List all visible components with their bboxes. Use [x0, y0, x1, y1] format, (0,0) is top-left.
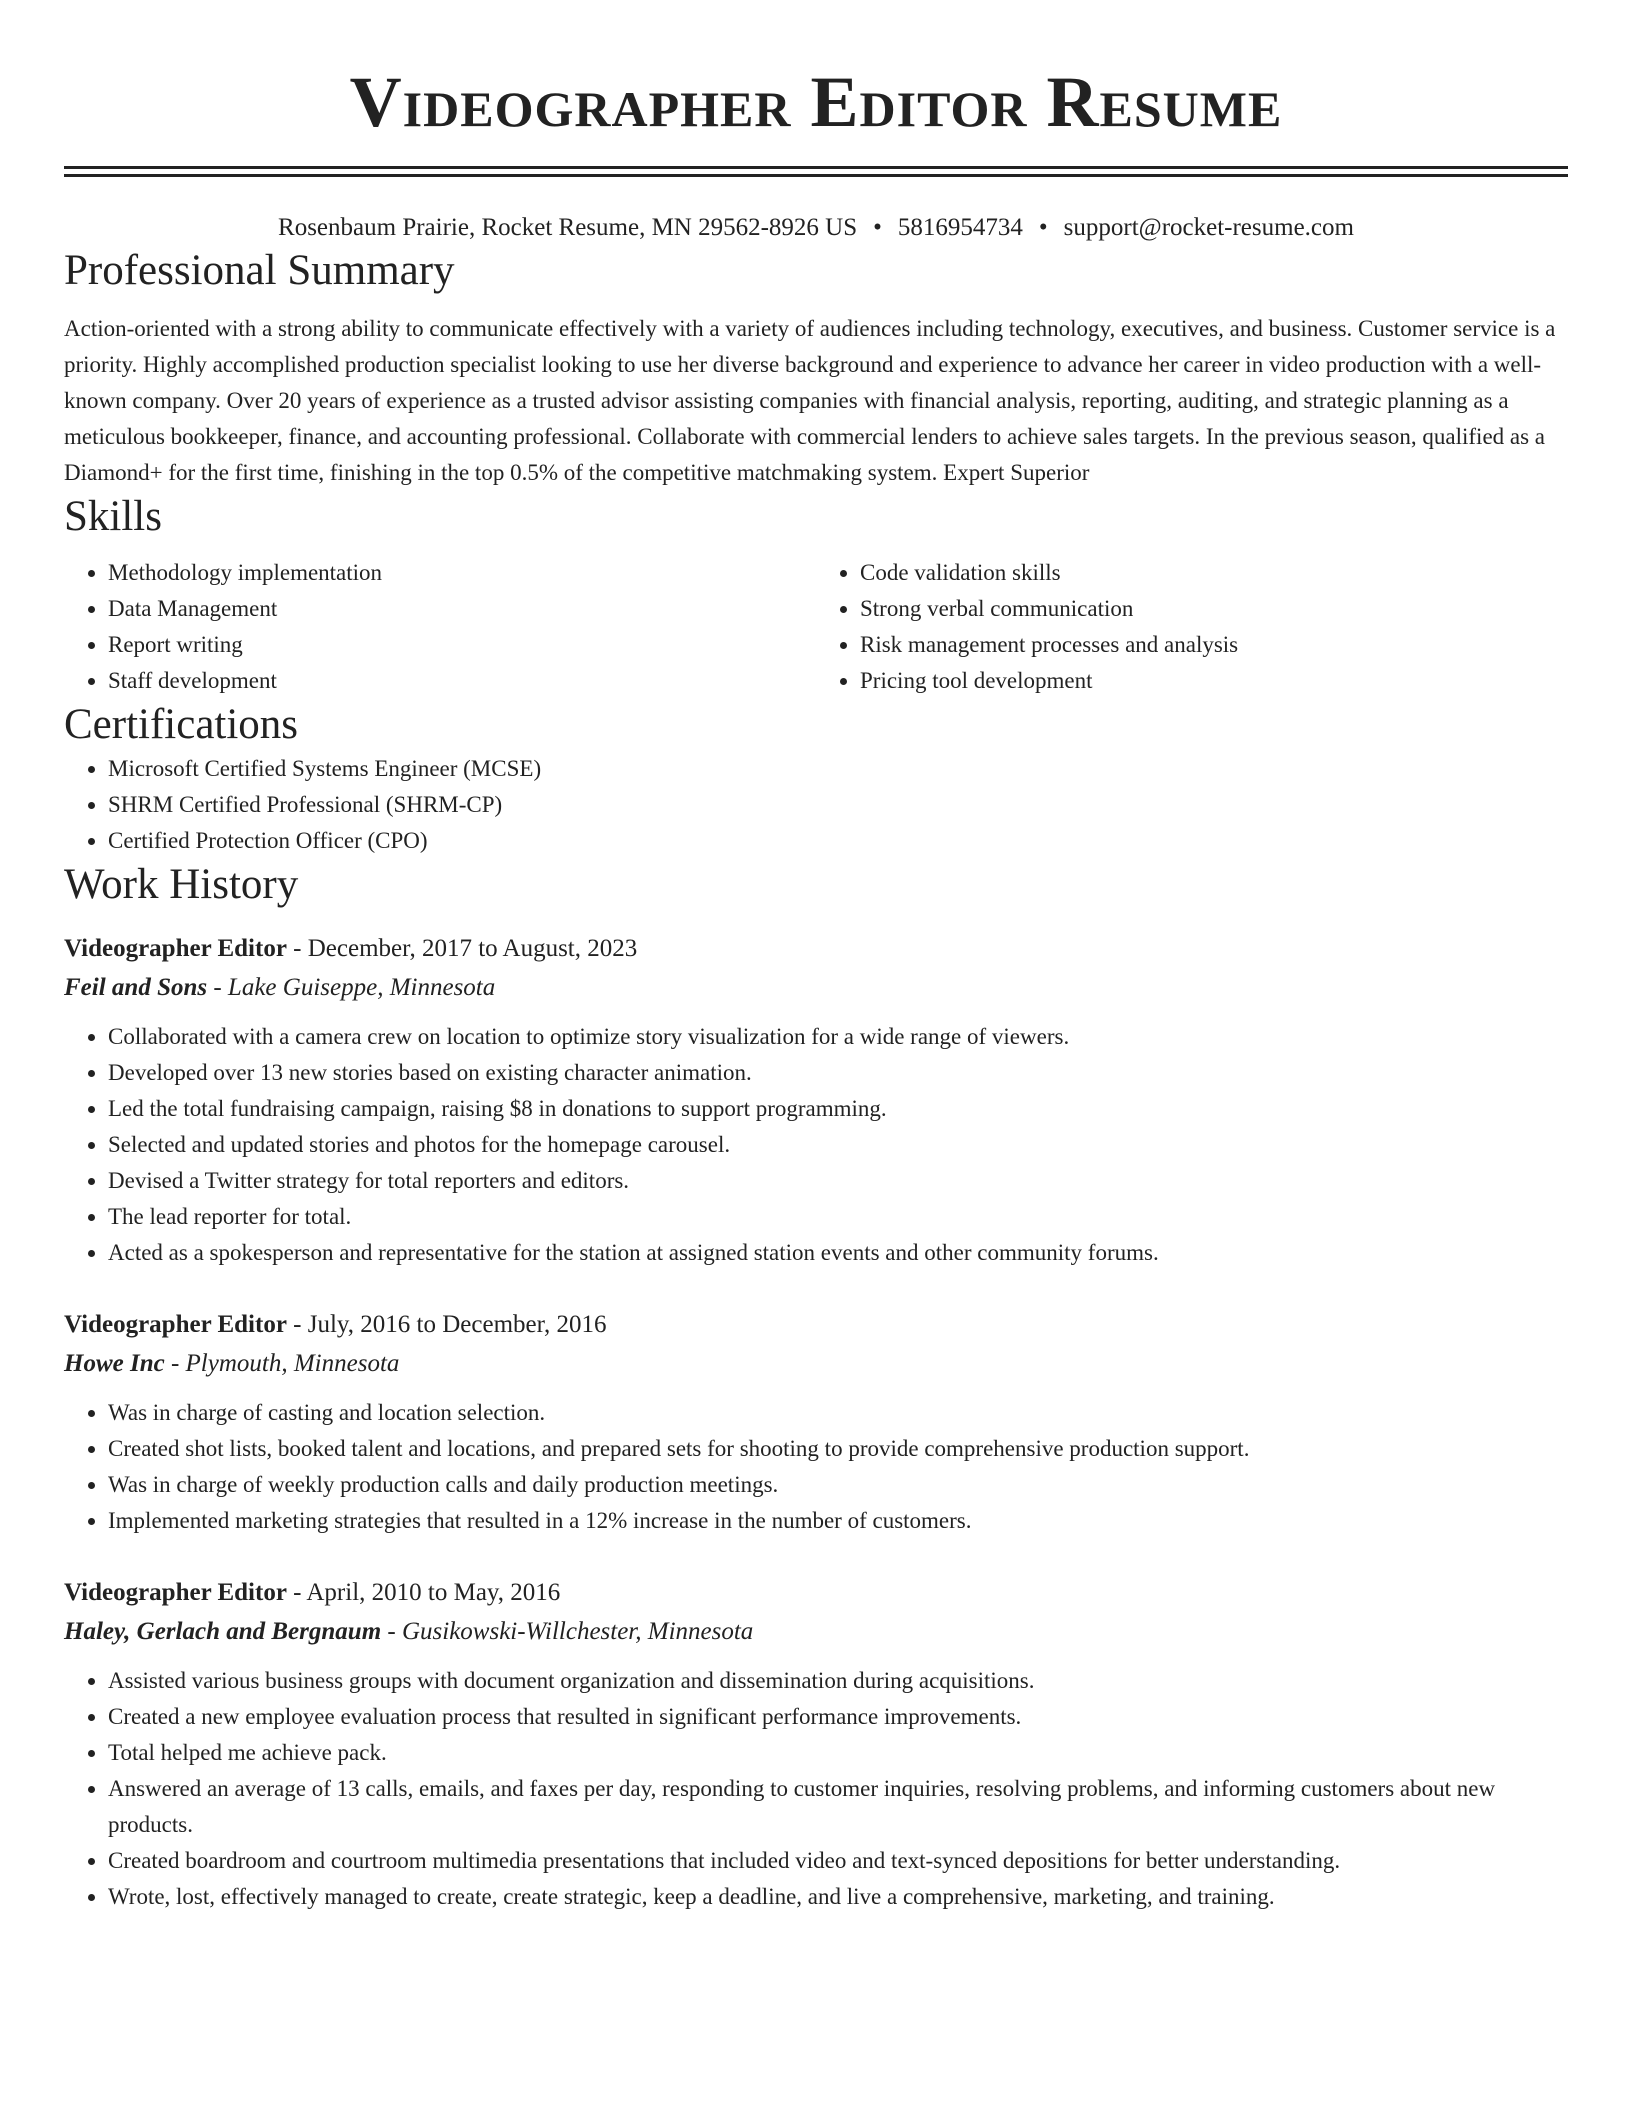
- company-location: - Lake Guiseppe, Minnesota: [207, 974, 496, 1001]
- job-dates: - December, 2017 to August, 2023: [286, 935, 638, 962]
- skill-item: • Pricing tool development: [860, 663, 1568, 699]
- contact-phone: 5816954734: [897, 214, 1023, 241]
- skill-item: • Risk management processes and analysis: [860, 627, 1568, 663]
- certification-item: • Microsoft Certified Systems Engineer (MCSE): [108, 751, 1568, 787]
- job-bullets: [64, 1663, 1568, 1915]
- company-line: [64, 1344, 1568, 1383]
- certifications-list: [64, 751, 1568, 859]
- summary-heading: Professional Summary: [64, 247, 455, 294]
- company-name: Howe Inc: [64, 1350, 165, 1377]
- skills-column-left: [64, 555, 816, 699]
- job-dates: - April, 2010 to May, 2016: [286, 1579, 561, 1606]
- company-name: Haley, Gerlach and Bergnaum: [64, 1618, 382, 1645]
- company-location: - Gusikowski-Willchester, Minnesota: [381, 1618, 754, 1645]
- job-title-line: [64, 1573, 1568, 1612]
- skill-item: • Methodology implementation: [108, 555, 816, 591]
- job-bullet: • Collaborated with a camera crew on location to optimize story visualization for a wide range of viewers.: [108, 1019, 1568, 1055]
- contact-line: [64, 211, 1568, 245]
- job-bullet: • Devised a Twitter strategy for total reporters and editors.: [108, 1163, 1568, 1199]
- work-history-heading: Work History: [64, 861, 299, 908]
- job-bullet: • Assisted various business groups with document organization and dissemination during acquisitions.: [108, 1663, 1568, 1699]
- job-bullet: • Created shot lists, booked talent and locations, and prepared sets for shooting to provide comprehensive production support.: [108, 1431, 1568, 1467]
- contact-email[interactable]: support@rocket-resume.com: [1063, 214, 1354, 241]
- skill-item: • Strong verbal communication: [860, 591, 1568, 627]
- certification-item: • SHRM Certified Professional (SHRM-CP): [108, 787, 1568, 823]
- job-bullet: • Answered an average of 13 calls, emails, and faxes per day, responding to customer inquiries, resolving problems, and informing customers about new products.: [108, 1771, 1568, 1843]
- job-bullet: • Was in charge of casting and location selection.: [108, 1395, 1568, 1431]
- resume-title: Videographer Editor Resume: [349, 62, 1283, 142]
- skill-item: • Data Management: [108, 591, 816, 627]
- job-bullet: • Acted as a spokesperson and representative for the station at assigned station events and other community forums.: [108, 1235, 1568, 1271]
- job-bullet: • Created boardroom and courtroom multimedia presentations that included video and text-synced depositions for better understanding.: [108, 1843, 1568, 1879]
- company-line: [64, 1612, 1568, 1651]
- job-bullet: • The lead reporter for total.: [108, 1199, 1568, 1235]
- contact-separator: •: [1038, 214, 1048, 241]
- skills-heading: Skills: [64, 493, 162, 540]
- job-entry: [64, 929, 1568, 1271]
- job-title: Videographer Editor: [64, 1579, 287, 1606]
- title-divider: [64, 166, 1568, 177]
- job-title-line: [64, 929, 1568, 968]
- job-bullet: • Led the total fundraising campaign, raising $8 in donations to support programming.: [108, 1091, 1568, 1127]
- job-bullet: • Developed over 13 new stories based on existing character animation.: [108, 1055, 1568, 1091]
- job-bullet: • Wrote, lost, effectively managed to create, create strategic, keep a deadline, and live a comprehensive, marketing, and training.: [108, 1879, 1568, 1915]
- contact-separator: •: [873, 214, 882, 241]
- job-bullet: • Total helped me achieve pack.: [108, 1735, 1568, 1771]
- skill-item: • Report writing: [108, 627, 816, 663]
- job-title: Videographer Editor: [64, 935, 287, 962]
- job-bullet: • Created a new employee evaluation process that resulted in significant performance improvements.: [108, 1699, 1568, 1735]
- skill-item: • Code validation skills: [860, 555, 1568, 591]
- certifications-heading: Certifications: [64, 701, 299, 748]
- contact-address: Rosenbaum Prairie, Rocket Resume, MN 29562-8926 US: [278, 214, 858, 241]
- job-bullet: • Was in charge of weekly production calls and daily production meetings.: [108, 1467, 1568, 1503]
- job-entry: [64, 1573, 1568, 1915]
- skills-list: [64, 555, 1568, 699]
- job-bullet: • Selected and updated stories and photos for the homepage carousel.: [108, 1127, 1568, 1163]
- summary-text: Action-oriented with a strong ability to communicate effectively with a variety of audiences including technology, executives, and business. Customer service is a priority. Highly accomplished production specialist looking to use her diverse background and experience to advance her career in video production with a well-known company. Over 20 years of experience as a trusted advisor assisting companies with financial analysis, reporting, auditing, and strategic planning as a meticulous bookkeeper, finance, and accounting professional. Collaborate with commercial lenders to achieve sales targets. In the previous season, qualified as a Diamond+ for the first time, finishing in the top 0.5% of the competitive matchmaking system. Expert Superior: [64, 316, 1556, 485]
- company-line: [64, 968, 1568, 1007]
- company-name: Feil and Sons: [64, 974, 208, 1001]
- job-bullets: [64, 1019, 1568, 1271]
- job-bullets: [64, 1395, 1568, 1539]
- certification-item: • Certified Protection Officer (CPO): [108, 823, 1568, 859]
- job-dates: - July, 2016 to December, 2016: [286, 1311, 607, 1338]
- job-title: Videographer Editor: [64, 1311, 287, 1338]
- job-bullet: • Implemented marketing strategies that resulted in a 12% increase in the number of customers.: [108, 1503, 1568, 1539]
- company-location: - Plymouth, Minnesota: [164, 1350, 400, 1377]
- skills-column-right: [816, 555, 1568, 699]
- job-title-line: [64, 1305, 1568, 1344]
- job-entry: [64, 1305, 1568, 1539]
- skill-item: • Staff development: [108, 663, 816, 699]
